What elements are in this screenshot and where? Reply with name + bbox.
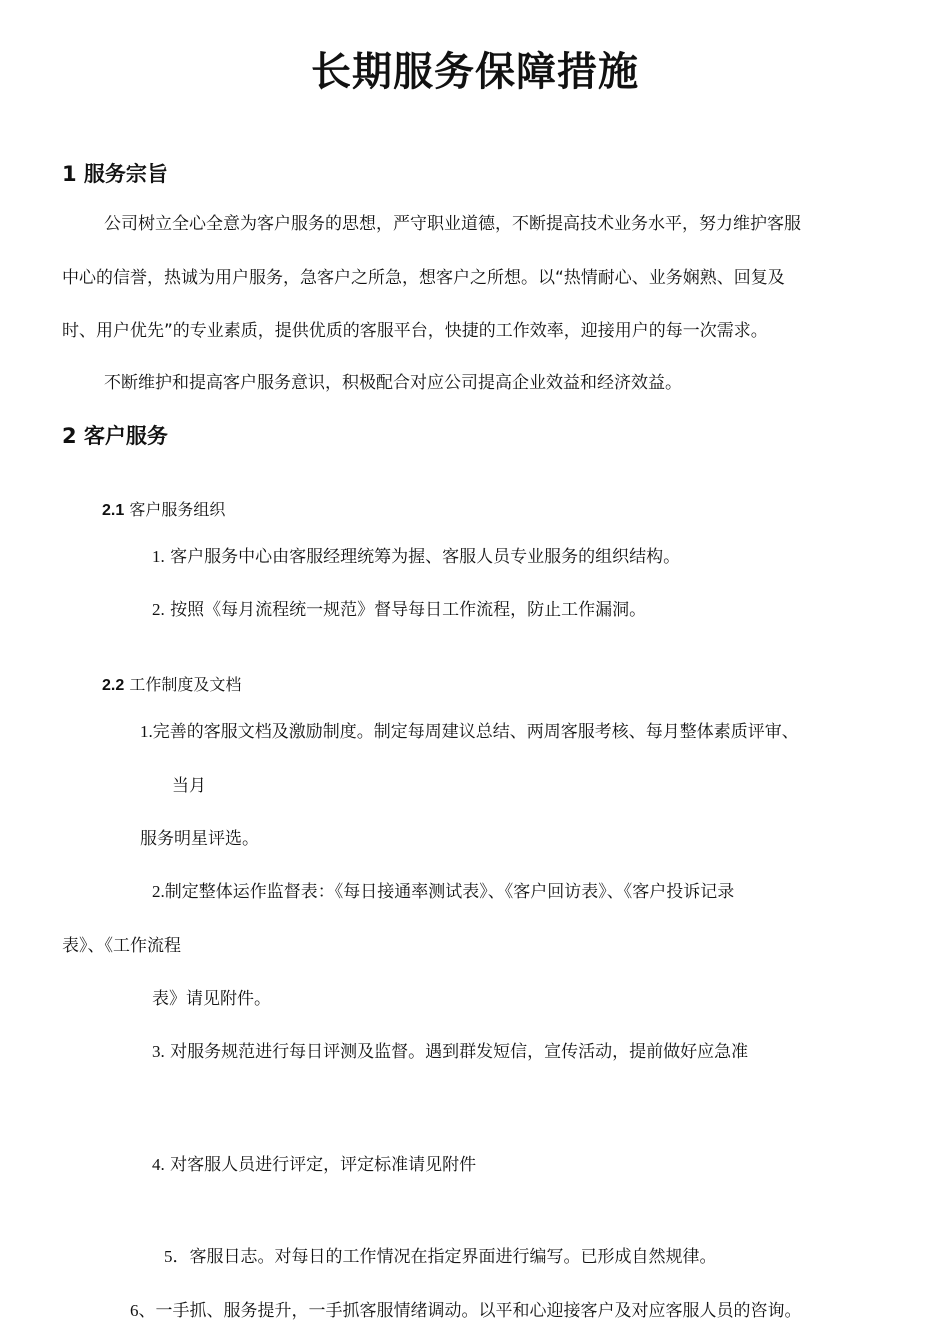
list-item: [152, 595, 646, 620]
list-item: [152, 1150, 476, 1175]
list-number: 1.: [140, 722, 153, 741]
paragraph-line: 不断维护和提高客户服务意识，积极配合对应公司提高企业效益和经济效益。: [104, 373, 682, 393]
list-text: 完善的客服文档及激励制度。制定每周建议总结、两周客服考核、每月整体素质评审、: [152, 722, 799, 742]
paragraph-line: 时、用户优先”的专业素质，提供优质的客服平台，快捷的工作效率，迎接用户的每一次需求。: [62, 321, 768, 341]
list-text-continuation: 表》请见附件。: [152, 989, 271, 1009]
paragraph-line: 中心的信誉，热诚为用户服务，急客户之所急，想客户之所想。以“热情耐心、业务娴熟、回复及: [62, 268, 785, 288]
list-text-continuation: 表》、《工作流程: [62, 936, 181, 956]
list-number: 5．: [164, 1247, 190, 1266]
list-number: 1.: [152, 547, 165, 566]
paragraph-line: 公司树立全心全意为客户服务的思想，严守职业道德，不断提高技术业务水平，努力维护客服: [104, 214, 801, 234]
list-number: 2.: [152, 882, 165, 901]
section-heading-customer-service: 2 客户服务: [62, 424, 168, 448]
list-number: 4.: [152, 1155, 165, 1174]
list-text: 一手抓、服务提升，一手抓客服情绪调动。以平和心迎接客户及对应客服人员的咨询。: [155, 1301, 802, 1321]
list-item: [140, 717, 799, 742]
list-text: 对客服人员进行评定，评定标准请见附件: [170, 1155, 477, 1175]
list-text: 客服日志。对每日的工作情况在指定界面进行编写。已形成自然规律。: [189, 1247, 717, 1267]
subsection-number: 2.1: [102, 502, 125, 519]
list-item: [152, 877, 734, 902]
subsection-heading-organization: [102, 497, 225, 520]
list-text: 客户服务中心由客服经理统筹为握、客服人员专业服务的组织结构。: [170, 547, 681, 567]
list-number: 2.: [152, 600, 165, 619]
subsection-heading-work-rules: [102, 672, 241, 695]
list-item: [164, 1242, 717, 1267]
subsection-label: 工作制度及文档: [129, 675, 242, 694]
section-heading-service-purpose: 1 服务宗旨: [62, 162, 168, 186]
list-number: 3.: [152, 1042, 165, 1061]
list-item: [152, 542, 680, 567]
page-title: 长期服务保障措施: [311, 49, 639, 95]
list-text: 制定整体运作监督表：《每日接通率测试表》、《客户回访表》、《客户投诉记录: [164, 882, 735, 902]
subsection-number: 2.2: [102, 677, 125, 694]
list-text-continuation: 当月: [172, 776, 206, 796]
list-text-continuation: 服务明星评选。: [140, 829, 259, 849]
list-item: [152, 1037, 748, 1062]
subsection-label: 客户服务组织: [129, 500, 226, 519]
list-text: 按照《每月流程统一规范》督导每日工作流程，防止工作漏洞。: [170, 600, 647, 620]
list-item: [130, 1296, 802, 1321]
list-number: 6、: [130, 1301, 156, 1320]
list-text: 对服务规范进行每日评测及监督。遇到群发短信，宣传活动，提前做好应急准: [170, 1042, 749, 1062]
